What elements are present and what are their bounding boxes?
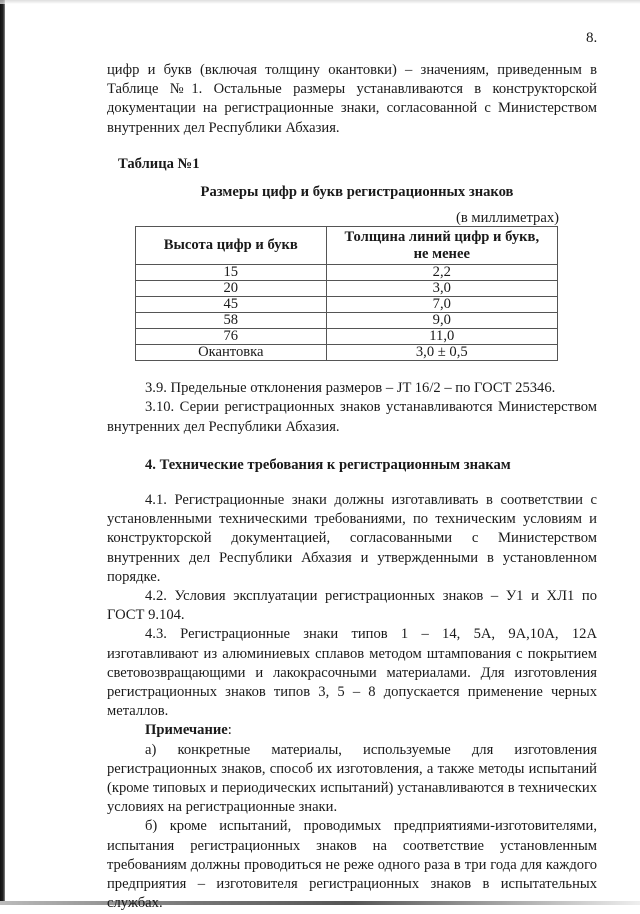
cell-thickness: 3,0 — [326, 281, 557, 297]
column-header-thickness-line1: Толщина линий цифр и букв, — [344, 228, 540, 245]
clause-4-1: 4.1. Регистрационные знаки должны изготавливать в соответствии с установленными техническими требованиями, по техническим условиям и конструкторской документацией, согласованными с Министерством внутренних дел Республики Абхазия и утвержденными в установленном порядке. — [107, 492, 597, 585]
cell-thickness: 2,2 — [326, 265, 557, 281]
clause-3-9: 3.9. Предельные отклонения размеров – JT 16/2 – по ГОСТ 25346. — [145, 380, 556, 397]
document-body — [107, 61, 597, 914]
scan-edge-top — [0, 0, 640, 4]
table-header-row — [136, 227, 558, 265]
column-header-thickness — [326, 227, 557, 265]
note-label: Примечание — [145, 722, 228, 739]
table-row — [136, 265, 558, 281]
note-b: б) кроме испытаний, проводимых предприятиями-изготовителями, испытания регистрационных знаков на соответствие установленным требованиям должны проводиться не реже одного раза в три года для каждого предприятия – изготовителя регистрационных знаков в испытательных службах. — [107, 818, 597, 912]
cell-thickness: 7,0 — [326, 297, 557, 313]
cell-thickness: 3,0 ± 0,5 — [326, 345, 557, 361]
table-row — [136, 345, 558, 361]
cell-height: 20 — [136, 281, 327, 297]
intro-paragraph: цифр и букв (включая толщину окантовки) – значениям, приведенным в Таблице №1. Остальные размеры устанавливаются в конструкторской документации на регистрационные знаки, согласованной с Министерством внутренних дел Республики Абхазия. — [107, 62, 597, 136]
cell-height: 15 — [136, 265, 327, 281]
page-number: 8. — [586, 30, 598, 46]
scan-edge-left — [0, 0, 5, 905]
section-4-heading: 4. Технические требования к регистрационным знакам — [145, 456, 511, 473]
cell-height: 45 — [136, 297, 327, 313]
table-units: (в миллиметрах) — [455, 210, 559, 227]
column-header-thickness-line2: не менее — [413, 245, 470, 262]
table-row — [136, 313, 558, 329]
table-caption: Размеры цифр и букв регистрационных знаков — [200, 184, 514, 201]
note-a: а) конкретные материалы, используемые для изготовления регистрационных знаков, способ их изготовления, а также методы испытаний (кроме типовых и периодических испытаний) устанавливаются в технических условиях на регистрационные знаки. — [107, 741, 597, 816]
clause-4-2: 4.2. Условия эксплуатации регистрационных знаков – У1 и ХЛ1 по ГОСТ 9.104. — [107, 588, 597, 624]
cell-thickness: 9,0 — [326, 313, 557, 329]
cell-thickness: 11,0 — [326, 329, 557, 345]
table-row — [136, 329, 558, 345]
clause-3-10: 3.10. Серии регистрационных знаков устанавливаются Министерством внутренних дел Республики Абхазия. — [107, 399, 597, 435]
table-row — [136, 281, 558, 297]
clause-4-3: 4.3. Регистрационные знаки типов 1 – 14, 5А, 9А,10А, 12А изготавливают из алюминиевых сплавов методом штампования с покрытием световозвращающими и лакокрасочными материалами. Для изготовления регистрационных знаков типов 3, 5 – 8 допускается применение черных металлов. — [107, 626, 597, 720]
cell-height: 76 — [136, 329, 327, 345]
table-label: Таблица №1 — [118, 155, 200, 172]
cell-height: Окантовка — [136, 345, 327, 361]
table-row — [136, 297, 558, 313]
note-heading — [107, 721, 597, 740]
cell-height: 58 — [136, 313, 327, 329]
column-header-height: Высота цифр и букв — [136, 227, 327, 265]
sizes-table — [135, 226, 558, 361]
note-colon: : — [227, 722, 232, 739]
